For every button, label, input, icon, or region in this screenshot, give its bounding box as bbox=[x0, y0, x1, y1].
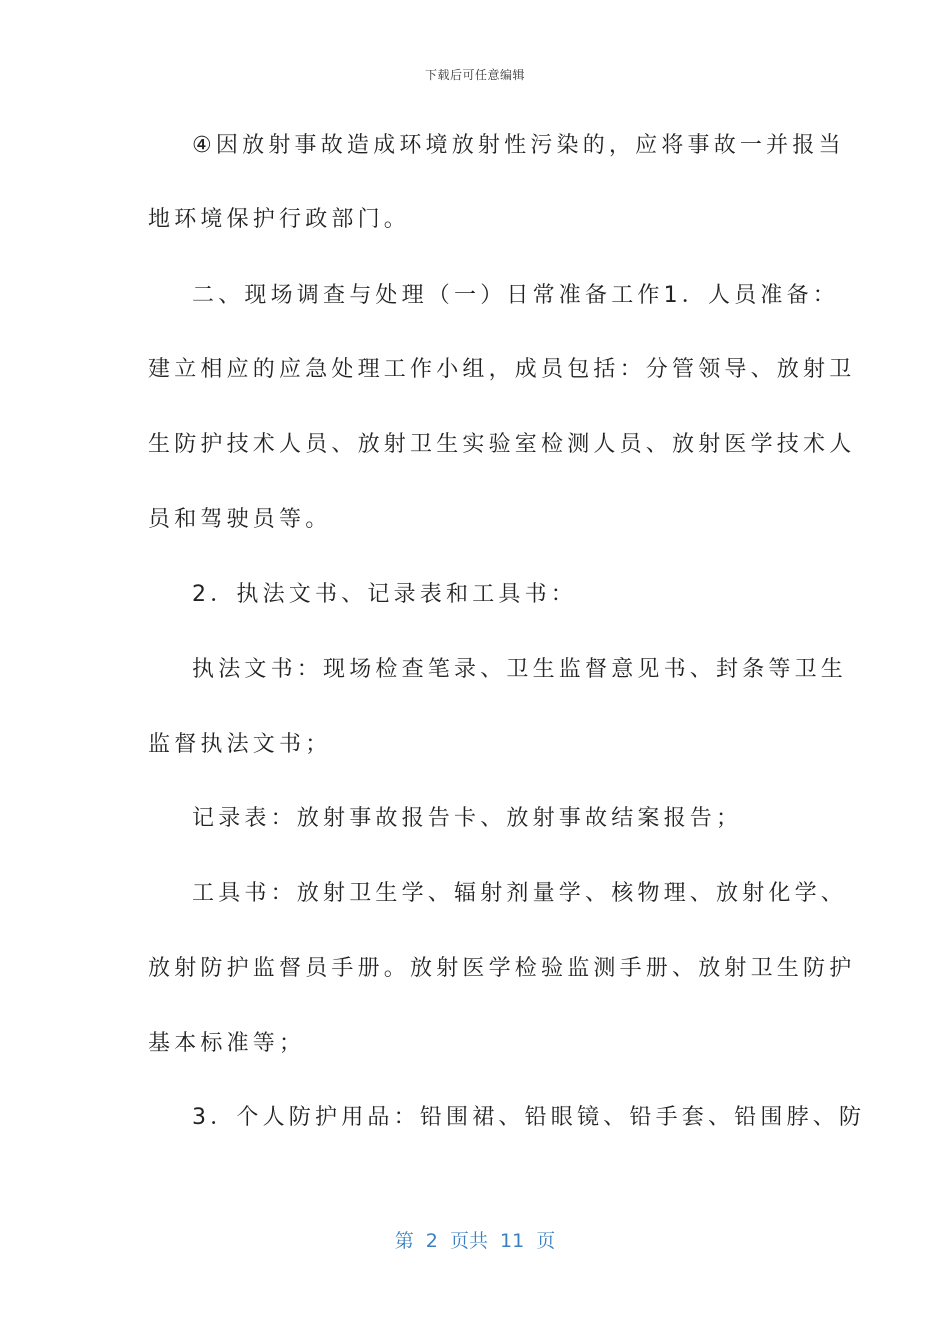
paragraph-line: ④因放射事故造成环境放射性污染的，应将事故一并报当 bbox=[192, 133, 845, 158]
page-footer: 第 2 页共 11 页 bbox=[394, 1230, 556, 1252]
paragraph-line: 生防护技术人员、放射卫生实验室检测人员、放射医学技术人 bbox=[148, 432, 856, 457]
paragraph-line: 地环境保护行政部门。 bbox=[148, 207, 411, 232]
paragraph-line: 2．执法文书、记录表和工具书： bbox=[192, 582, 577, 607]
paragraph-line: 基本标准等； bbox=[148, 1031, 306, 1056]
paragraph-line: 监督执法文书； bbox=[148, 732, 332, 757]
paragraph-line: 记录表：放射事故报告卡、放射事故结案报告； bbox=[192, 806, 743, 831]
paragraph-line: 工具书：放射卫生学、辐射剂量学、核物理、放射化学、 bbox=[192, 881, 848, 906]
paragraph-line: 二、现场调查与处理（一）日常准备工作1．人员准备： bbox=[192, 283, 839, 308]
paragraph-line: 建立相应的应急处理工作小组，成员包括：分管领导、放射卫 bbox=[148, 357, 856, 382]
paragraph-line: 执法文书：现场检查笔录、卫生监督意见书、封条等卫生 bbox=[192, 657, 848, 682]
paragraph-line: 员和驾驶员等。 bbox=[148, 507, 332, 532]
paragraph-line: 3．个人防护用品：铅围裙、铅眼镜、铅手套、铅围脖、防 bbox=[192, 1105, 866, 1130]
paragraph-line: 放射防护监督员手册。放射医学检验监测手册、放射卫生防护 bbox=[148, 956, 856, 981]
page-header: 下载后可任意编辑 bbox=[424, 68, 525, 82]
